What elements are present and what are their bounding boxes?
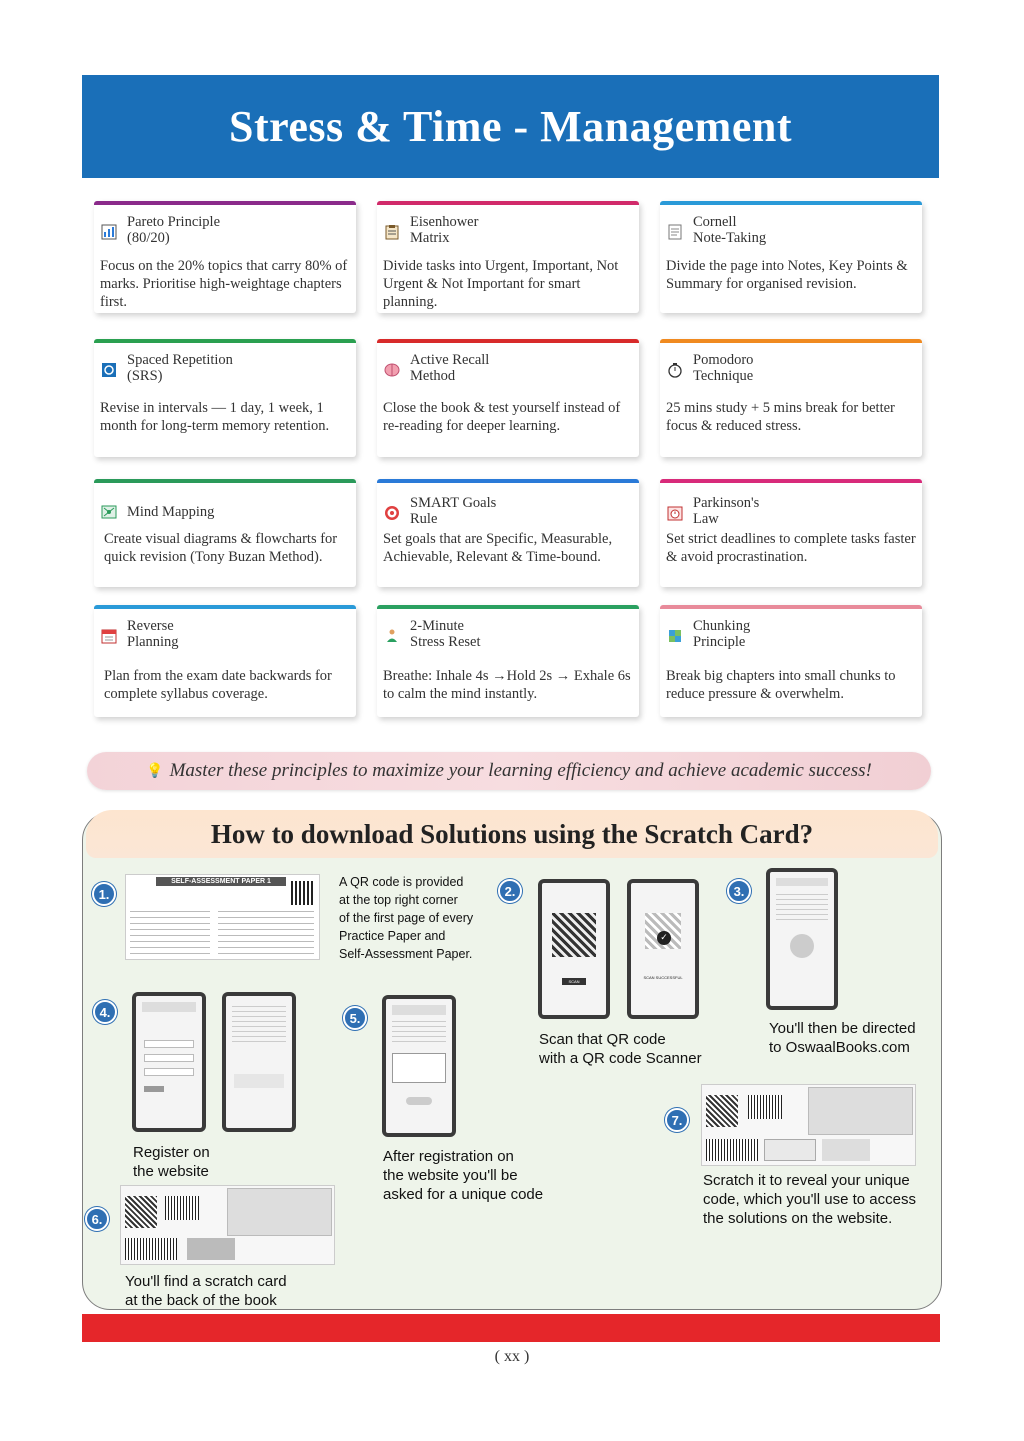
- technique-card: [660, 339, 922, 457]
- step-3-badge: 3.: [727, 879, 751, 903]
- step-5-text: After registration on the website you'll be asked for a unique code: [383, 1148, 544, 1203]
- card-title-line: Reverse: [127, 618, 174, 634]
- card-title-line: Principle: [693, 633, 746, 650]
- card-title: [693, 353, 753, 384]
- scan-button: SCAN: [562, 978, 586, 985]
- card-title-line: 2-Minute: [410, 618, 464, 634]
- card-description: Divide the page into Notes, Key Points & Summary for organised revision.: [666, 258, 908, 292]
- technique-card: [94, 339, 356, 457]
- card-title-line: Matrix: [410, 229, 450, 246]
- card-title-line: Parkinson's: [693, 495, 760, 511]
- qr-code-icon: [125, 1196, 157, 1228]
- card-title-line: Pareto Principle: [127, 214, 221, 230]
- stopwatch-icon: [667, 362, 683, 378]
- site-header: [776, 878, 828, 886]
- qr-code-icon: [552, 913, 596, 957]
- form-field: [144, 1040, 194, 1048]
- site-header: [392, 1005, 446, 1015]
- avatar: [790, 934, 814, 958]
- clipboard-icon: [384, 224, 400, 240]
- motivation-banner: [87, 752, 931, 790]
- card-title-line: Spaced Repetition: [127, 352, 233, 368]
- code-dialog: [392, 1053, 446, 1083]
- practice-paper-thumbnail: [125, 874, 320, 960]
- card-title-line: (80/20): [127, 229, 170, 246]
- card-title-line: Planning: [127, 633, 179, 650]
- card-title: [410, 215, 478, 246]
- card-title: [410, 619, 480, 650]
- technique-card: [660, 605, 922, 717]
- ecommerce-banner: [227, 1188, 332, 1236]
- step-4-badge: 4.: [93, 1000, 117, 1024]
- continue-button: [406, 1097, 432, 1105]
- lightbulb-icon: 💡: [146, 763, 164, 779]
- card-title-line: Eisenhower: [410, 214, 479, 230]
- technique-card: [94, 201, 356, 313]
- calendar-icon: [101, 628, 117, 644]
- step-5-badge: 5.: [343, 1006, 367, 1030]
- card-description: Plan from the exam date backwards for complete syllabus coverage.: [104, 668, 332, 702]
- card-title-line: Pomodoro: [693, 352, 754, 368]
- scratch-title: How to download Solutions using the Scratch Card?: [210, 818, 814, 849]
- doc-text-lines: [218, 911, 314, 955]
- card-description: Create visual diagrams & flowcharts for quick revision (Tony Buzan Method).: [104, 531, 338, 565]
- form-field: [144, 1068, 194, 1076]
- page-number: ( xx ): [494, 1348, 530, 1365]
- technique-card: [377, 201, 639, 313]
- card-description: Set strict deadlines to complete tasks faster & avoid procrastination.: [666, 531, 916, 565]
- site-header: [142, 1002, 196, 1012]
- card-description: Close the book & test yourself instead of re-reading for deeper learning.: [383, 400, 621, 434]
- card-title: [410, 496, 496, 527]
- card-title: [693, 619, 750, 650]
- technique-card: [377, 605, 639, 717]
- card-description: Break big chapters into small chunks to reduce pressure & overwhelm.: [666, 668, 896, 702]
- ecommerce-banner: [808, 1087, 913, 1135]
- footer-bar: [82, 1314, 940, 1342]
- card-title-line: Cornell: [693, 214, 737, 230]
- card-description: Breathe: Inhale 4s →Hold 2s → Exhale 6s to calm the mind instantly.: [383, 668, 631, 702]
- puzzle-icon: [667, 628, 683, 644]
- card-title: [127, 505, 214, 521]
- scratch-title-bar: [86, 810, 938, 858]
- barcode-icon: [706, 1139, 758, 1161]
- phone-register-form: [132, 992, 206, 1132]
- form-field: [144, 1054, 194, 1062]
- target-icon: [384, 505, 400, 521]
- technique-card: [94, 479, 356, 587]
- brain-icon: [384, 362, 400, 378]
- meditation-icon: [384, 628, 400, 644]
- card-title: [127, 215, 220, 246]
- phone-scan-success: [627, 879, 699, 1019]
- revealed-code: [764, 1139, 816, 1161]
- card-description: Revise in intervals — 1 day, 1 week, 1 month for long-term memory retention.: [100, 400, 330, 434]
- check-icon: ✓: [657, 931, 671, 945]
- page-title: Stress & Time - Management: [229, 102, 792, 151]
- step-7-text: Scratch it to reveal your unique code, which you'll use to access the solutions on the website.: [703, 1172, 916, 1227]
- qr-code-icon: [706, 1095, 738, 1127]
- step-6-text: You'll find a scratch card at the back of the book: [125, 1273, 287, 1309]
- card-title: [410, 353, 489, 384]
- technique-card: [94, 605, 356, 717]
- card-title-line: Mind Mapping: [127, 504, 215, 520]
- doc-header: SELF-ASSESSMENT PAPER 1: [156, 877, 286, 886]
- technique-card: [660, 479, 922, 587]
- card-title-line: Stress Reset: [410, 633, 481, 650]
- banner-text: Master these principles to maximize your learning efficiency and achieve academic success!: [169, 760, 872, 781]
- confirm-text: [232, 1006, 286, 1046]
- scratch-area: [187, 1238, 235, 1260]
- card-title: [127, 619, 179, 650]
- phone-scanning-qr: [538, 879, 610, 1019]
- card-title-line: Chunking: [693, 618, 751, 634]
- card-title-line: Note-Taking: [693, 229, 767, 246]
- alarm-icon: [667, 505, 683, 521]
- card-title-line: SMART Goals: [410, 495, 497, 511]
- bar-chart-icon: [101, 224, 117, 240]
- scratched-card-image: [701, 1084, 916, 1166]
- submit-button: [144, 1086, 164, 1092]
- phone-website: [766, 868, 838, 1010]
- step-1-badge: 1.: [92, 882, 116, 906]
- code-instructions: [822, 1139, 870, 1161]
- card-title-line: Law: [693, 510, 719, 527]
- phone-register-confirm: [222, 992, 296, 1132]
- barcode-icon: [165, 1196, 199, 1220]
- card-title-line: (SRS): [127, 367, 163, 384]
- card-title-line: Method: [410, 367, 456, 384]
- card-title: [127, 353, 233, 384]
- site-logo: [234, 1074, 284, 1088]
- technique-card: [377, 339, 639, 457]
- mind-map-icon: [101, 504, 117, 520]
- technique-card: [660, 201, 922, 313]
- page-header: [82, 75, 939, 178]
- doc-text-lines: [130, 911, 210, 955]
- card-title: [693, 215, 766, 246]
- barcode-icon: [748, 1095, 782, 1119]
- scan-success-label: SCAN SUCCESSFUL: [643, 975, 683, 980]
- calendar-cycle-icon: [101, 362, 117, 378]
- step-3-text: You'll then be directed to OswaalBooks.com: [769, 1020, 916, 1056]
- card-title-line: Technique: [693, 367, 754, 384]
- card-description: 25 mins study + 5 mins break for better focus & reduced stress.: [666, 400, 895, 434]
- card-description: Divide tasks into Urgent, Important, Not Urgent & Not Important for smart planning.: [383, 258, 619, 310]
- site-content: [776, 894, 828, 924]
- card-description: Set goals that are Specific, Measurable, Achievable, Relevant & Time-bound.: [383, 531, 613, 565]
- phone-enter-code: [382, 995, 456, 1137]
- card-title: [693, 496, 759, 527]
- page-content: [392, 1021, 446, 1045]
- step-1-text: A QR code is provided at the top right corner of the first page of every Practice Paper and Self-Assessment Paper.: [339, 875, 474, 961]
- step-6-badge: 6.: [85, 1207, 109, 1231]
- technique-card: [377, 479, 639, 587]
- scratch-card-image: [120, 1185, 335, 1265]
- barcode-icon: [125, 1238, 177, 1260]
- step-2-text: Scan that QR code with a QR code Scanner: [539, 1031, 702, 1067]
- card-title-line: Rule: [410, 510, 438, 527]
- notes-icon: [667, 224, 683, 240]
- card-description: Focus on the 20% topics that carry 80% of marks. Prioritise high-weightage chapters first.: [100, 258, 348, 310]
- step-4-text: Register on the website: [133, 1144, 210, 1180]
- step-2-badge: 2.: [498, 879, 522, 903]
- qr-code-icon: [291, 881, 313, 905]
- card-title-line: Active Recall: [410, 352, 490, 368]
- step-7-badge: 7.: [665, 1108, 689, 1132]
